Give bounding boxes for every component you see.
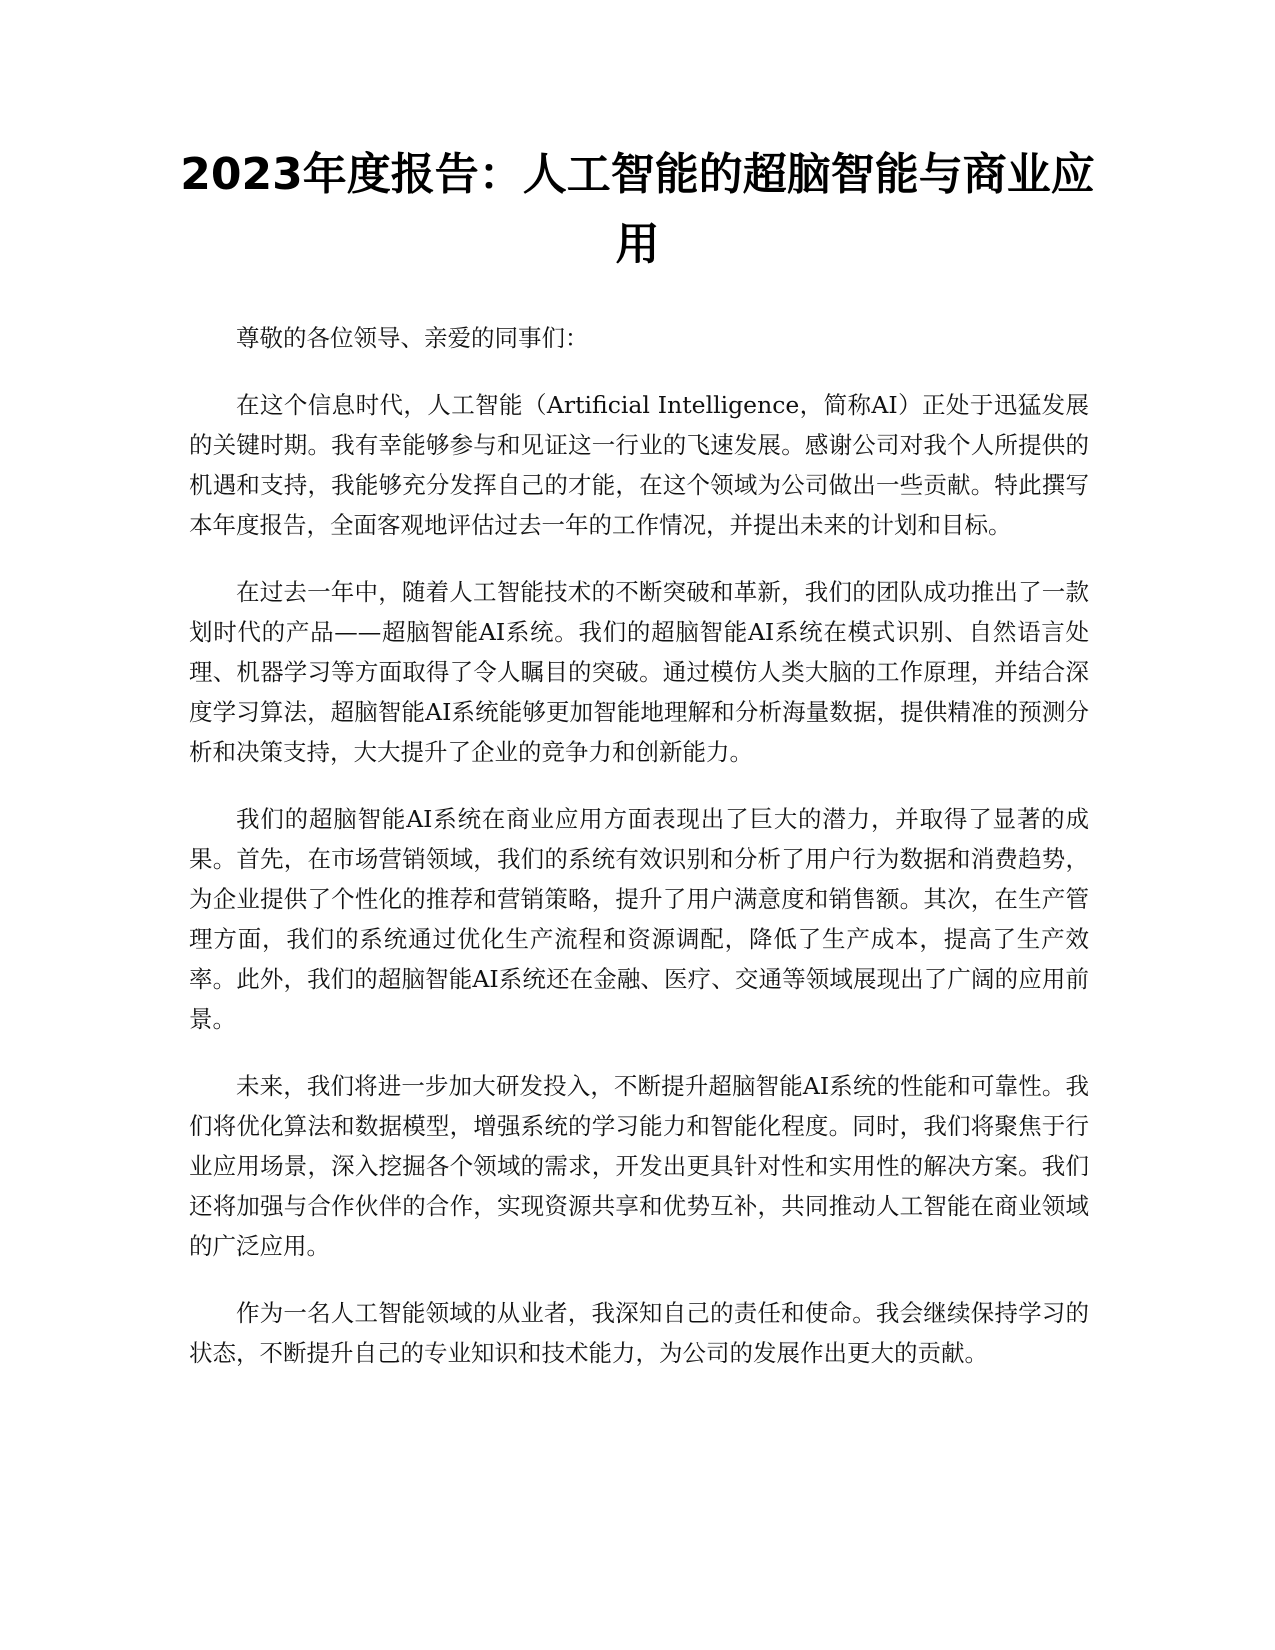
paragraph-business-results: 我们的超脑智能AI系统在商业应用方面表现出了巨大的潜力，并取得了显著的成果。首先，在市场营销领域，我们的系统有效识别和分析了用户行为数据和消费趋势，为企业提供了个性化的推荐和营销策略，提升了用户满意度和销售额。其次，在生产管理方面，我们的系统通过优化生产流程和资源调配，降低了生产成本，提高了生产效率。此外，我们的超脑智能AI系统还在金融、医疗、交通等领域展现出了广阔的应用前景。 <box>189 805 1089 1033</box>
salutation: 尊敬的各位领导、亲爱的同事们： <box>236 324 589 352</box>
paragraph-product-launch: 在过去一年中，随着人工智能技术的不断突破和革新，我们的团队成功推出了一款划时代的产品——超脑智能AI系统。我们的超脑智能AI系统在模式识别、自然语言处理、机器学习等方面取得了令人瞩目的突破。通过模仿人类大脑的工作原理，并结合深度学习算法，超脑智能AI系统能够更加智能地理解和分析海量数据，提供精准的预测分析和决策支持，大大提升了企业的竞争力和创新能力。 <box>189 578 1089 766</box>
paragraph-intro: 在这个信息时代，人工智能（Artificial Intelligence，简称AI）正处于迅猛发展的关键时期。我有幸能够参与和见证这一行业的飞速发展。感谢公司对我个人所提供的机遇和支持，我能够充分发挥自己的才能，在这个领域为公司做出一些贡献。特此撰写本年度报告，全面客观地评估过去一年的工作情况，并提出未来的计划和目标。 <box>189 391 1089 539</box>
document-body <box>189 318 1089 1400</box>
paragraph-closing: 作为一名人工智能领域的从业者，我深知自己的责任和使命。我会继续保持学习的状态，不断提升自己的专业知识和技术能力，为公司的发展作出更大的贡献。 <box>189 1299 1089 1367</box>
paragraph-future-plans: 未来，我们将进一步加大研发投入，不断提升超脑智能AI系统的性能和可靠性。我们将优化算法和数据模型，增强系统的学习能力和智能化程度。同时，我们将聚焦于行业应用场景，深入挖掘各个领域的需求，开发出更具针对性和实用性的解决方案。我们还将加强与合作伙伴的合作，实现资源共享和优势互补，共同推动人工智能在商业领域的广泛应用。 <box>189 1072 1089 1260</box>
document-title: 2023年度报告：人工智能的超脑智能与商业应用 <box>180 149 1095 270</box>
